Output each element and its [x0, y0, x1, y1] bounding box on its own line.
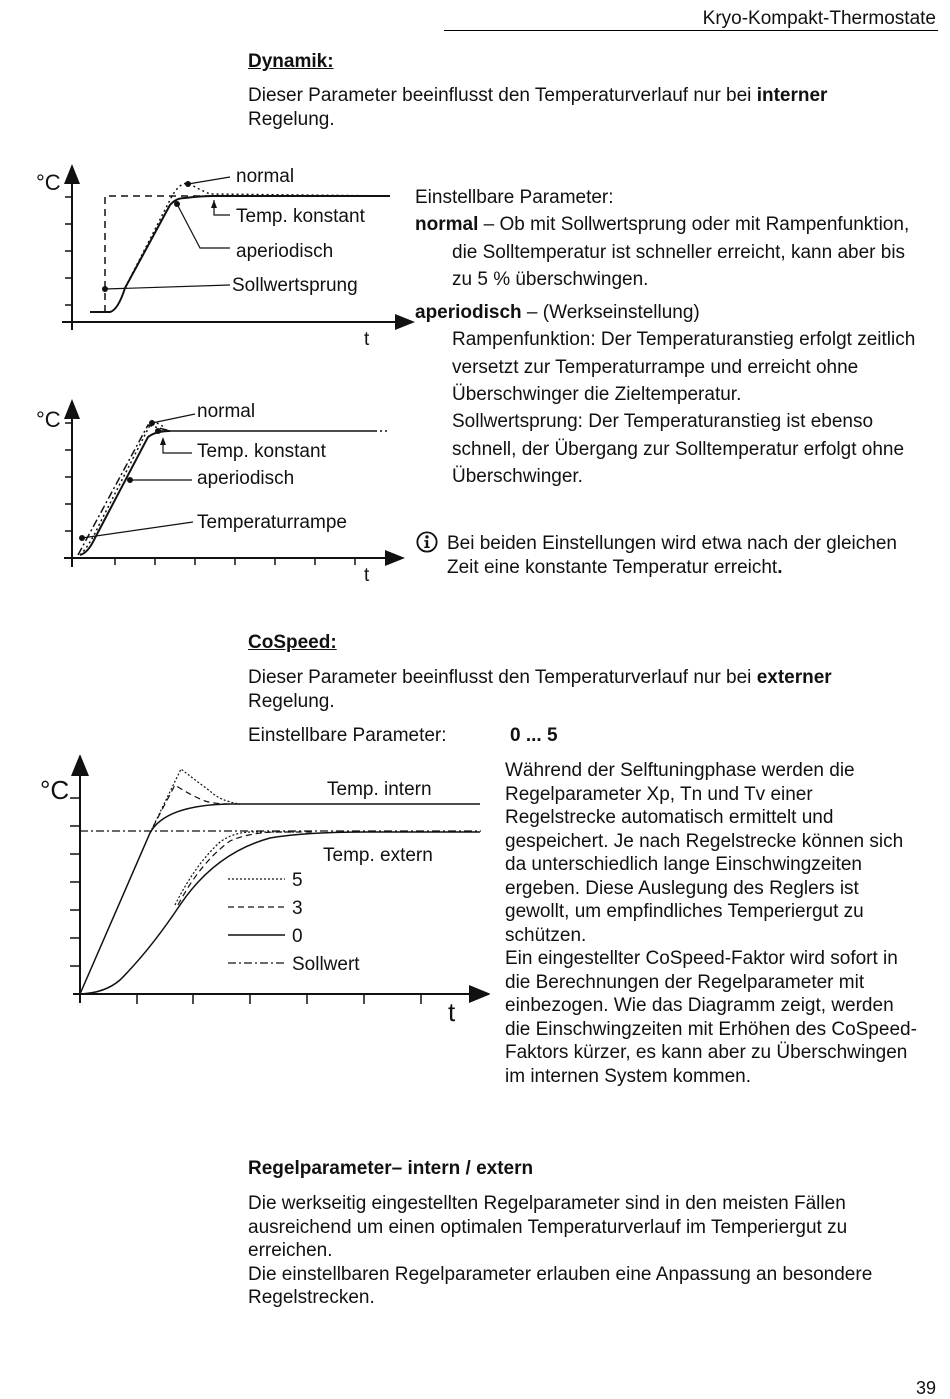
cospeed-params-label: Einstellbare Parameter:: [248, 725, 447, 746]
params-title: Einstellbare Parameter:: [415, 187, 614, 208]
param-normal-term: normal: [415, 214, 479, 236]
temp-extern-3: [178, 832, 315, 905]
dynamik-intro: [248, 84, 827, 131]
cospeed-intro-text: Dieser Parameter beeinflusst den Temperaturverlauf nur bei: [248, 667, 757, 688]
cospeed-body-line: einbezogen. Wie das Diagramm zeigt, werden: [505, 995, 894, 1016]
cospeed-body-line: gewollt, um empfindliches Temperiergut zu: [505, 901, 864, 922]
d2-label-aperiodisch: aperiodisch: [197, 468, 295, 489]
dynamik-params: [415, 184, 945, 490]
cospeed-body-line: Faktors kürzer, es kann aber zu Überschwingen: [505, 1042, 908, 1063]
param-aperiodisch: [415, 299, 945, 326]
d1-label-sollwertsprung: Sollwertsprung: [232, 275, 358, 296]
d1-xlabel: t: [364, 329, 370, 350]
note-end: .: [777, 556, 783, 578]
temp-extern-5: [175, 832, 295, 905]
param-aperiodisch-desc: – (Werkseinstellung): [521, 302, 700, 324]
dynamik-note: [447, 532, 897, 579]
note-line2: [447, 556, 897, 580]
legend-3: 3: [292, 898, 303, 919]
cospeed-body-line: schützen.: [505, 924, 587, 946]
param-aperiodisch-term: aperiodisch: [415, 302, 522, 324]
param-aperiodisch-line2: versetzt zur Temperaturrampe und erreicht ohne: [452, 356, 859, 378]
page-number: 39: [915, 1378, 936, 1398]
d1-unit: °C: [36, 170, 61, 195]
param-aperiodisch-line4: Sollwertsprung: Der Temperaturanstieg ist ebenso: [452, 411, 874, 433]
d2-unit: °C: [36, 407, 61, 432]
regelparameter-line: erreichen.: [248, 1240, 333, 1261]
param-aperiodisch-line3: Überschwinger die Zieltemperatur.: [452, 384, 742, 406]
cospeed-body-line: Ein eingestellter CoSpeed-Faktor wird sofort in: [505, 948, 898, 969]
y-ticks: [65, 197, 72, 305]
dynamik-title: Dynamik:: [248, 51, 334, 72]
legend-5: 5: [292, 870, 303, 891]
d2-label-temp-konstant: Temp. konstant: [197, 441, 326, 462]
param-normal: [415, 211, 945, 238]
cospeed-intro: [248, 666, 832, 713]
regelparameter-line: ausreichend um einen optimalen Temperaturverlauf im Temperiergut zu: [248, 1216, 848, 1238]
info-icon: [416, 531, 438, 554]
regelparameter-body: [248, 1192, 928, 1310]
cospeed-body-line: gespeichert. Je nach Regelstrecke können sich: [505, 830, 904, 852]
note-line1: Bei beiden Einstellungen wird etwa nach der gleichen: [447, 533, 897, 554]
d1-label-normal: normal: [236, 166, 295, 187]
d1-label-temp-konstant: Temp. konstant: [236, 206, 365, 227]
legend-0: 0: [292, 926, 303, 947]
d3-label-temp-extern: Temp. extern: [323, 845, 433, 866]
cospeed-body-line: Während der Selftuningphase werden die: [505, 760, 855, 781]
dynamik-diagram-rampe: [30, 395, 415, 590]
cospeed-diagram: [35, 755, 490, 1035]
cospeed-body-line: Regelparameter Xp, Tn und Tv einer: [505, 783, 813, 805]
regelparameter-title: Regelparameter– intern / extern: [248, 1158, 534, 1179]
d3-label-temp-intern: Temp. intern: [327, 779, 432, 800]
dynamik-intro-text: Dieser Parameter beeinflusst den Temperaturverlauf nur bei: [248, 85, 757, 106]
normal-curve: [80, 423, 165, 555]
cospeed-intro-bold: externer: [756, 667, 832, 688]
regelparameter-line: Die werkseitig eingestellten Regelparameter sind in den meisten Fällen: [248, 1193, 846, 1214]
note-line2-text: Zeit eine konstante Temperatur erreicht: [447, 556, 778, 578]
d3-unit: °C: [40, 775, 70, 805]
d1-label-aperiodisch: aperiodisch: [236, 241, 334, 262]
temp-intern-3: [153, 785, 230, 827]
cospeed-body-line: im internen System kommen.: [505, 1065, 752, 1087]
axis-ticks: [70, 798, 421, 1004]
param-aperiodisch-line6: Überschwinger.: [452, 465, 583, 487]
dynamik-intro-end: Regelung.: [248, 108, 335, 130]
d2-xlabel: t: [364, 565, 370, 586]
regelparameter-line: Die einstellbaren Regelparameter erlauben eine Anpassung an besondere: [248, 1263, 873, 1285]
dynamik-intro-bold: interner: [756, 85, 828, 106]
legend-sollwert: Sollwert: [292, 954, 360, 975]
cospeed-params-value: 0 ... 5: [510, 725, 558, 746]
cospeed-body-line: die Einschwingzeiten mit Erhöhen des CoSpeed-: [505, 1018, 917, 1040]
d2-label-temperaturrampe: Temperaturrampe: [197, 512, 347, 533]
cospeed-body-line: Regelstrecke automatisch ermittelt und: [505, 807, 834, 828]
header-rule: [444, 30, 938, 31]
cospeed-body-line: da unterschiedlich lange Einschwingzeiten: [505, 854, 863, 875]
cospeed-intro-end: Regelung.: [248, 690, 335, 712]
d2-label-normal: normal: [197, 401, 256, 422]
cospeed-title: CoSpeed:: [248, 632, 337, 653]
cospeed-body: [505, 759, 945, 1088]
cospeed-body-line: die Berechnungen der Regelparameter mit: [505, 971, 865, 993]
cospeed-body-line: ergeben. Diese Auslegung des Reglers ist: [505, 877, 859, 899]
param-normal-line1: – Ob mit Sollwertsprung oder mit Rampenfunktion,: [478, 214, 910, 236]
param-aperiodisch-line1: Rampenfunktion: Der Temperaturanstieg erfolgt zeitlich: [452, 329, 916, 351]
dynamik-diagram-sollwertsprung: [30, 160, 415, 355]
param-aperiodisch-line5: schnell, der Übergang zur Solltemperatur erfolgt ohne: [452, 438, 905, 460]
temperaturrampe: [78, 425, 170, 555]
param-normal-line3: zu 5 % überschwingen.: [452, 268, 649, 290]
param-normal-line2: die Solltemperatur ist schneller erreicht, kann aber bis: [452, 241, 906, 263]
d3-xlabel: t: [448, 997, 456, 1027]
running-header: Kryo-Kompakt-Thermostate: [702, 8, 936, 29]
regelparameter-line: Regelstrecken.: [248, 1287, 375, 1308]
temp-intern-5: [150, 769, 240, 833]
